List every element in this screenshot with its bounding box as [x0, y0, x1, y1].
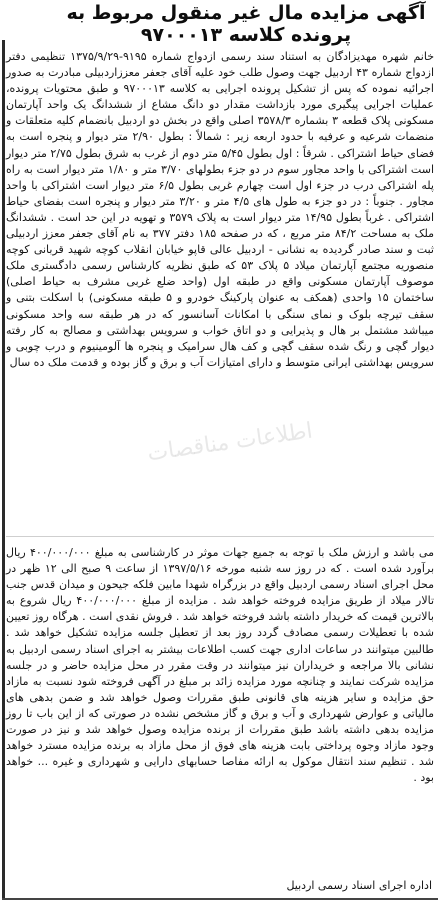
- notice-title: آگهی مزایده مال غیر منقول مربوط به پرونده کلاسه ۹۷۰۰۰۱۳: [66, 2, 426, 46]
- watermark: اطلاعات مناقصات: [145, 418, 315, 467]
- divider: [6, 536, 434, 537]
- bottom-border-rule: [2, 898, 438, 900]
- notice-paragraph-2: می باشد و ارزش ملک با توجه به جمیع جهات موثر در کارشناسی به مبلغ ۴۰۰/۰۰۰/۰۰۰ ریال برآورد شده است . که در روز سه شنبه مورخه ۱۳۹۷/۵/۱۶ از ساعت ۹ صبح الی ۱۲ ظهر در محل اجرای اسناد رسمی اردبیل واقع در بزرگراه شهدا مابین فلکه جیحون و میدان قدس جنب تالار میلاد از طریق مزایده فروخته خواهد شد . مزایده از مبلغ ۴۰۰/۰۰۰/۰۰۰ ریال شروع به بالاترین قیمت که خریدار داشته باشد فروخته خواهد شد . فروش نقدی است . هرگاه روز تعیین شده با تعطیلات رسمی مصادف گردد روز بعد از تعطیل جلسه مزایده تشکیل خواهد شد . طالبین میتوانند در ساعات اداری جهت کسب اطلاعات بیشتر به اجرای اسناد رسمی اردبیل به نشانی بالا مراجعه و خریداران نیز میتوانند در وقت مقرر در محل مزایده حاضر و در جلسه مزایده شرکت نمایند و چنانچه مورد مزایده زائد بر مبلغ در آگهی فروخته شود نسبت به مازاد حق مزایده و سایر هزینه های قانونی طبق مقررات وصول خواهد شد و ضمن بدهی های مالیاتی و عوارض شهرداری و آب و برق و گاز مشخص نشده در صورتی که از این باب تا روز مزایده بدهی داشته باشد طبق مقررات از برنده مزایده وصول خواهد شد و نیز در صورت وجود مازاد وجوه پرداختی بابت هزینه های فوق از محل مازاد به برنده مزایده مسترد خواهد شد . تنظیم سند انتقال موکول به ارائه مفاصا حسابهای دارایی و شهرداری و غیره ... خواهد بود .: [6, 546, 435, 785]
- issuing-office: اداره اجرای اسناد رسمی اردبیل: [286, 879, 432, 892]
- notice-paragraph-1: خانم شهره مهدیزادگان به استناد سند رسمی ازدواج شماره ۹۱۹۵-۱۳۷۵/۹/۲۹ تنظیمی دفتر ازدواج شماره ۴۳ اردبیل جهت وصول طلب خود علیه آقای جعفر معززاردبیلی مبادرت به صدور اجرائیه نموده که پس از تشکیل پرونده اجرایی به کلاسه ۹۷۰۰۰۱۳ و طبق محتویات پرونده، عملیات اجرایی پیگیری مورد بازداشت مقدار دو دانگ مشاع از ششدانگ یک واحد آپارتمان مسکونی پلاک قطعه ۳ بشماره ۳۵۷۸/۳ اصلی واقع در بخش دو اردبیل بانضمام کلیه متعلقات و منضمات شرعیه و عرفیه با حدود اربعه زیر : شمالاً : بطول ۲/۹۰ متر دیوار و پنجره است به فضای حیاط اشتراکی . شرقاً : اول بطول ۵/۴۵ متر دوم از غرب به شرق بطول ۲/۷۵ متر دیوار است اشتراکی با واحد مجاور سوم در دو جزء بطولهای ۳/۷۰ متر و ۱/۸۰ متر دیوار است به راه پله اشتراکی درب در جزء اول است چهارم غربی بطول ۶/۵ متر دیوار است اشتراکی با واحد مجاور . جنوباً : در دو جزء به طول های ۴/۵ متر و ۳/۲۰ متر دیوار و پنجره است بفضای حیاط اشتراکی . غرباً بطول ۱۴/۹۵ متر دیوار است به پلاک ۳۵۷۹ و تهویه در این حد است . ششدانگ ملک به مساحت ۸۴/۲ متر مربع ، که در صفحه ۱۸۵ دفتر ۳۷۷ به نام آقای جعفر معزز اردبیلی ثبت و سند صادر گردیده به نشانی - اردبیل عالی قاپو خیابان انقلاب کوچه شهید قربانی کوچه منصوریه مجتمع آپارتمان میلاد ۵ پلاک ۵۳ که طبق نظریه کارشناس رسمی دادگستری ملک موصوف آپارتمان مسکونی واقع در طبقه اول (واحد ضلع غربی مشرف به حیاط اصلی) ساختمان ۱۵ واحدی (همکف به عنوان پارکینگ خودرو و ۵ طبقه مسکونی) با اسکلت بتنی و سقف تیرچه بلوک و نمای سنگی با امکانات آسانسور که در هر طبقه سه واحد مسکونی میباشد مشتمل بر هال و پذیرایی و دو اتاق خواب و سرویس بهداشتی و مصالح به کار رفته دیوار گچی و رنگ شده سقف گچی و کف هال سرامیک و پنجره ها آلومینیوم و درب چوبی و سرویس بهداشتی ایرانی متوسط و دارای امتیازات آب و برق و گاز بوده و قدمت ملک ده سال: [6, 50, 435, 369]
- left-border-rule: [2, 40, 5, 900]
